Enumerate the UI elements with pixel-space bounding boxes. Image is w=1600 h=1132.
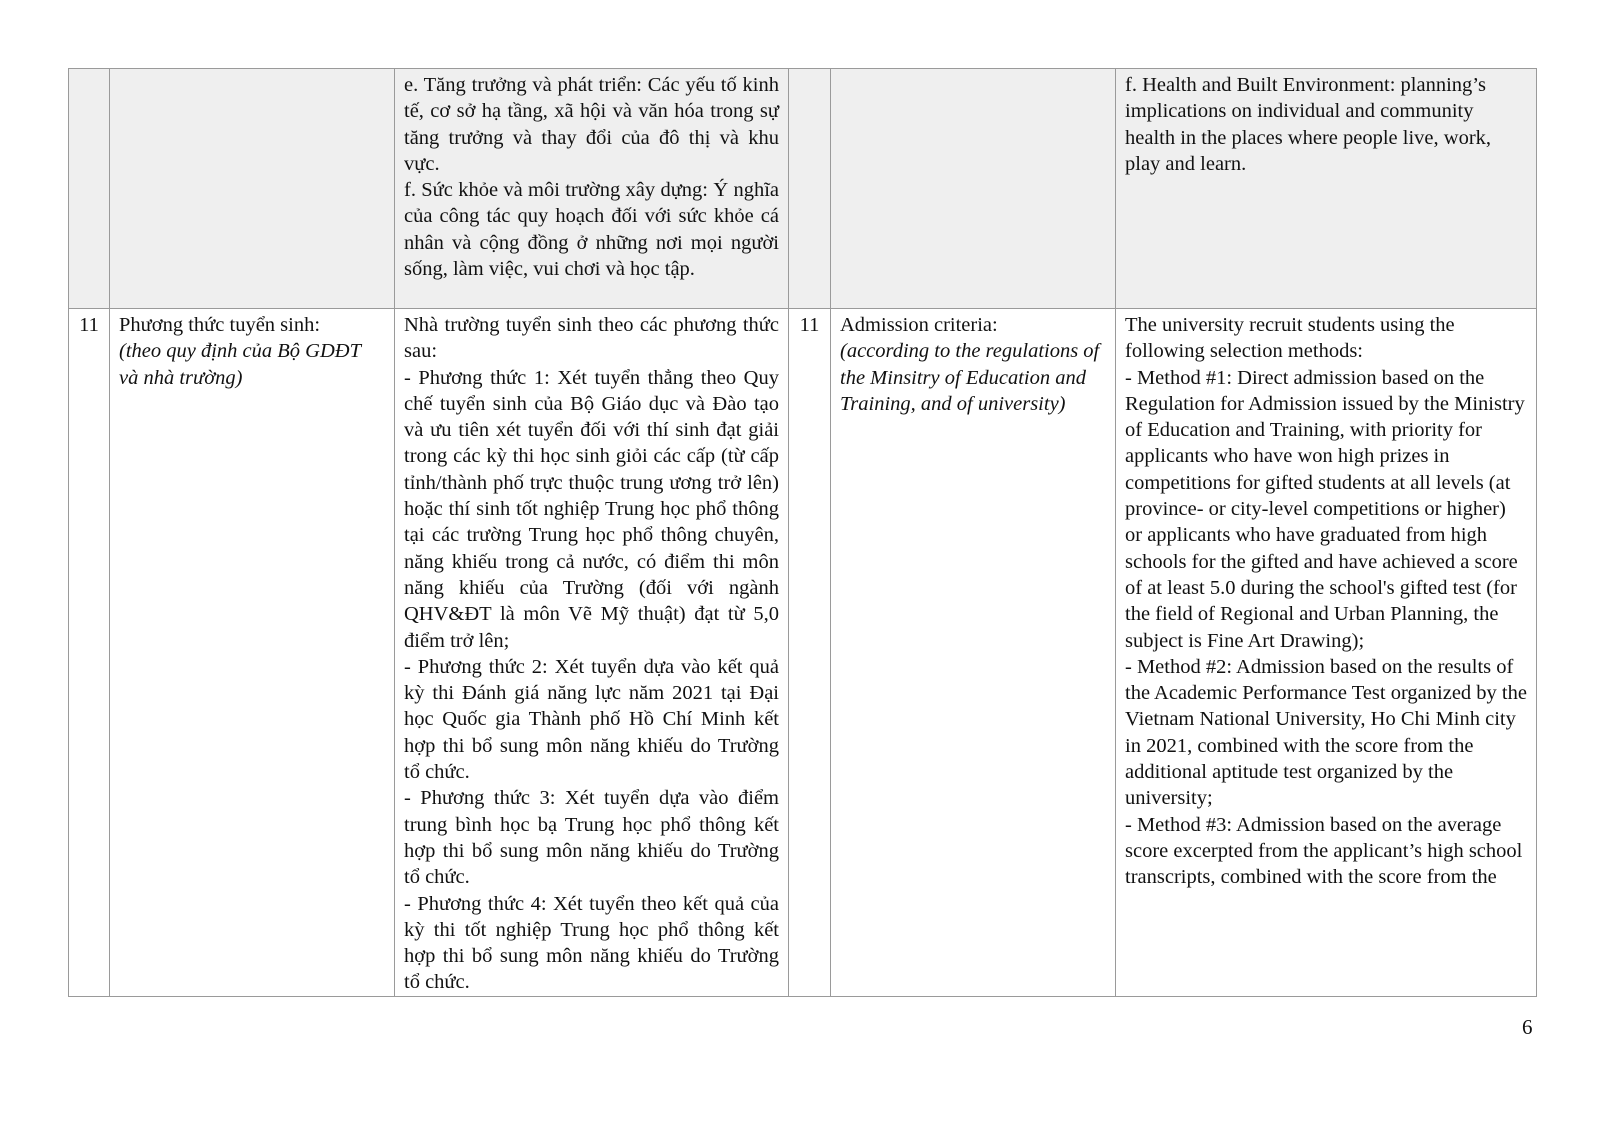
en-number-cell: 11 (789, 309, 831, 997)
table-row (69, 69, 1537, 309)
en-title-cell (831, 69, 1116, 309)
table-row (69, 309, 1537, 997)
vi-number-cell (69, 69, 110, 309)
vi-title: Phương thức tuyển sinh: (119, 314, 321, 336)
vi-paragraph: - Phương thức 1: Xét tuyển thẳng theo Quy chế tuyển sinh của Bộ Giáo dục và Đào tạo và ưu tiên xét tuyển đối với thí sinh đạt giải trong các kỳ thi học sinh giỏi các cấp (từ cấp tỉnh/thành phố trực thuộc trung ương trở lên) hoặc thí sinh tốt nghiệp Trung học phổ thông tại các trường Trung học phổ thông chuyên, năng khiếu trong cả nước, có điểm thi môn năng khiếu của Trường (đối với ngành QHV&ĐT là môn Vẽ Mỹ thuật) đạt từ 5,0 điểm trở lên; (404, 366, 779, 652)
en-paragraph: - Method #1: Direct admission based on the Regulation for Admission issued by the Ministry of Education and Training, with priority for applicants who have won high prizes in competitions for gifted students at all levels (at province- or city-level competitions or higher) or applicants who have graduated from high schools for the gifted and have achieved a score of at least 5.0 during the school's gifted test (for the field of Regional and Urban Planning, the subject is Fine Art Drawing); (1125, 366, 1525, 652)
vi-paragraph: - Phương thức 4: Xét tuyển theo kết quả của kỳ thi tốt nghiệp Trung học phổ thông kết hợp thi bổ sung môn năng khiếu do Trường tổ chức. (404, 892, 779, 994)
page-number: 6 (1522, 1015, 1533, 1039)
vi-paragraph: f. Sức khỏe và môi trường xây dựng: Ý nghĩa của công tác quy hoạch đối với sức khỏe cá nhân và cộng đồng ở những nơi mọi người sống, làm việc, vui chơi và học tập. (404, 179, 779, 281)
en-paragraph: - Method #2: Admission based on the results of the Academic Performance Test organized by the Vietnam National University, Ho Chi Minh city in 2021, combined with the score from the additional aptitude test organized by the university; (1125, 655, 1527, 810)
en-title-cell (831, 309, 1116, 997)
vi-title-cell (110, 309, 395, 997)
en-content-cell (1116, 69, 1537, 309)
vi-paragraph: Nhà trường tuyển sinh theo các phương thức sau: (404, 314, 779, 363)
en-subtitle: (according to the regulations of the Minsitry of Education and Training, and of university) (840, 340, 1100, 415)
vi-title-cell (110, 69, 395, 309)
vi-content-cell (395, 69, 789, 309)
en-paragraph: - Method #3: Admission based on the average score excerpted from the applicant’s high school transcripts, combined with the score from the (1125, 813, 1523, 889)
en-paragraph: f. Health and Built Environment: planning’s implications on individual and community health in the places where people live, work, play and learn. (1125, 74, 1492, 175)
vi-paragraph: e. Tăng trưởng và phát triển: Các yếu tố kinh tế, cơ sở hạ tầng, xã hội và văn hóa trong sự tăng trưởng và thay đổi của đô thị và khu vực. (404, 74, 779, 175)
en-paragraph: The university recruit students using the following selection methods: (1125, 314, 1455, 363)
curriculum-table (68, 68, 1537, 997)
vi-subtitle: (theo quy định của Bộ GDĐT và nhà trường) (119, 340, 361, 389)
vi-paragraph: - Phương thức 2: Xét tuyển dựa vào kết quả kỳ thi Đánh giá năng lực năm 2021 tại Đại học Quốc gia Thành phố Hồ Chí Minh kết hợp thi bổ sung môn năng khiếu do Trường tổ chức. (404, 655, 779, 784)
vi-number-cell: 11 (69, 309, 110, 997)
en-content-cell (1116, 309, 1537, 997)
vi-content-cell (395, 309, 789, 997)
en-title: Admission criteria: (840, 314, 998, 336)
vi-paragraph: - Phương thức 3: Xét tuyển dựa vào điểm trung bình học bạ Trung học phổ thông kết hợp thi bổ sung môn năng khiếu do Trường tổ chức. (404, 787, 779, 889)
en-number-cell (789, 69, 831, 309)
